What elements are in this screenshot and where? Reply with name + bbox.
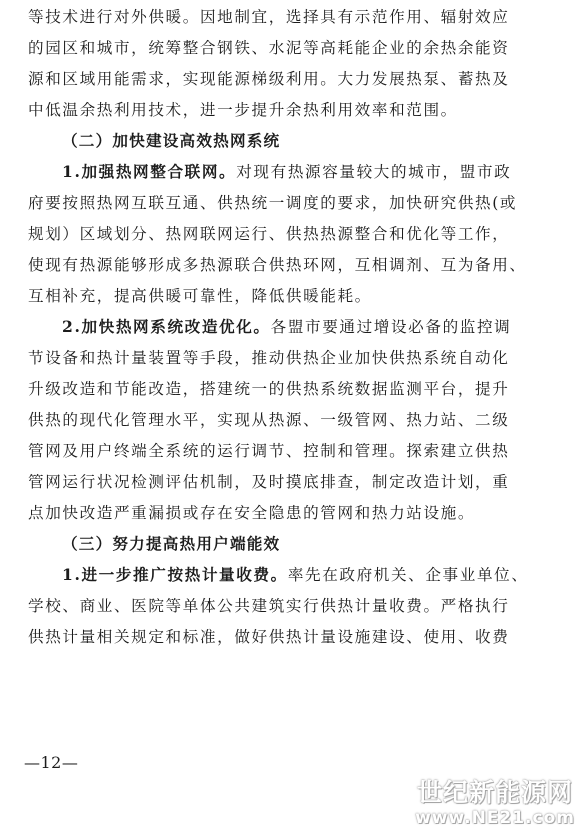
body-line: 中低温余热利用技术，进一步提升余热利用效率和范围。 (28, 101, 458, 119)
body-line: 点加快改造严重漏损或存在安全隐患的管网和热力站设施。 (28, 504, 476, 522)
paragraph-text: 率先在政府机关、企事业单位、 (287, 566, 529, 584)
body-line: 管网及用户终端全系统的运行调节、控制和管理。探索建立供热 (28, 442, 510, 460)
body-line: 源和区域用能需求，实现能源梯级利用。大力发展热泵、蓄热及 (28, 70, 510, 88)
paragraph-text: 各盟市要通过增设必备的监控调 (270, 318, 512, 336)
paragraph-lead: 1.加强热网整合联网。 (62, 162, 237, 181)
paragraph-text: 对现有热源容量较大的城市，盟市政 (236, 163, 512, 181)
paragraph-start-line (62, 317, 511, 337)
body-line: 互相补充，提高供暖可靠性，降低供暖能耗。 (28, 287, 372, 305)
body-line: 规划）区域划分、热网联网运行、供热热源整合和优化等工作， (28, 225, 510, 243)
watermark-url: www.NE21.com (415, 808, 575, 828)
page-number: —12— (24, 753, 79, 772)
body-line: 的园区和城市，统筹整合钢铁、水泥等高耗能企业的余热余能资 (28, 39, 510, 57)
body-line: 供热的现代化管理水平，实现从热源、一级管网、热力站、二级 (28, 411, 510, 429)
body-line: 管网运行状况检测评估机制，及时摸底排查，制定改造计划，重 (28, 473, 510, 491)
body-line: 升级改造和节能改造，搭建统一的供热系统数据监测平台，提升 (28, 380, 510, 398)
body-line: 等技术进行对外供暖。因地制宜，选择具有示范作用、辐射效应 (28, 8, 510, 26)
body-line: 使现有热源能够形成多热源联合供热环网，互相调剂、互为备用、 (28, 256, 527, 274)
section-heading: （三）努力提高热用户端能效 (62, 534, 281, 553)
body-line: 供热计量相关规定和标准，做好供热计量设施建设、使用、收费 (28, 628, 510, 646)
paragraph-lead: 2.加快热网系统改造优化。 (62, 317, 271, 336)
paragraph-start-line (62, 565, 529, 585)
body-line: 府要按照热网互联互通、供热统一调度的要求，加快研究供热(或 (28, 194, 518, 212)
body-line: 学校、商业、医院等单体公共建筑实行供热计量收费。严格执行 (28, 597, 510, 615)
body-line: 节设备和热计量装置等手段，推动供热企业加快供热系统自动化 (28, 349, 510, 367)
paragraph-lead: 1.进一步推广按热计量收费。 (62, 565, 288, 584)
section-heading: （二）加快建设高效热网系统 (62, 131, 281, 150)
watermark-site-name: 世纪新能源网 (417, 778, 574, 807)
paragraph-start-line (62, 162, 511, 182)
watermark (415, 778, 575, 828)
